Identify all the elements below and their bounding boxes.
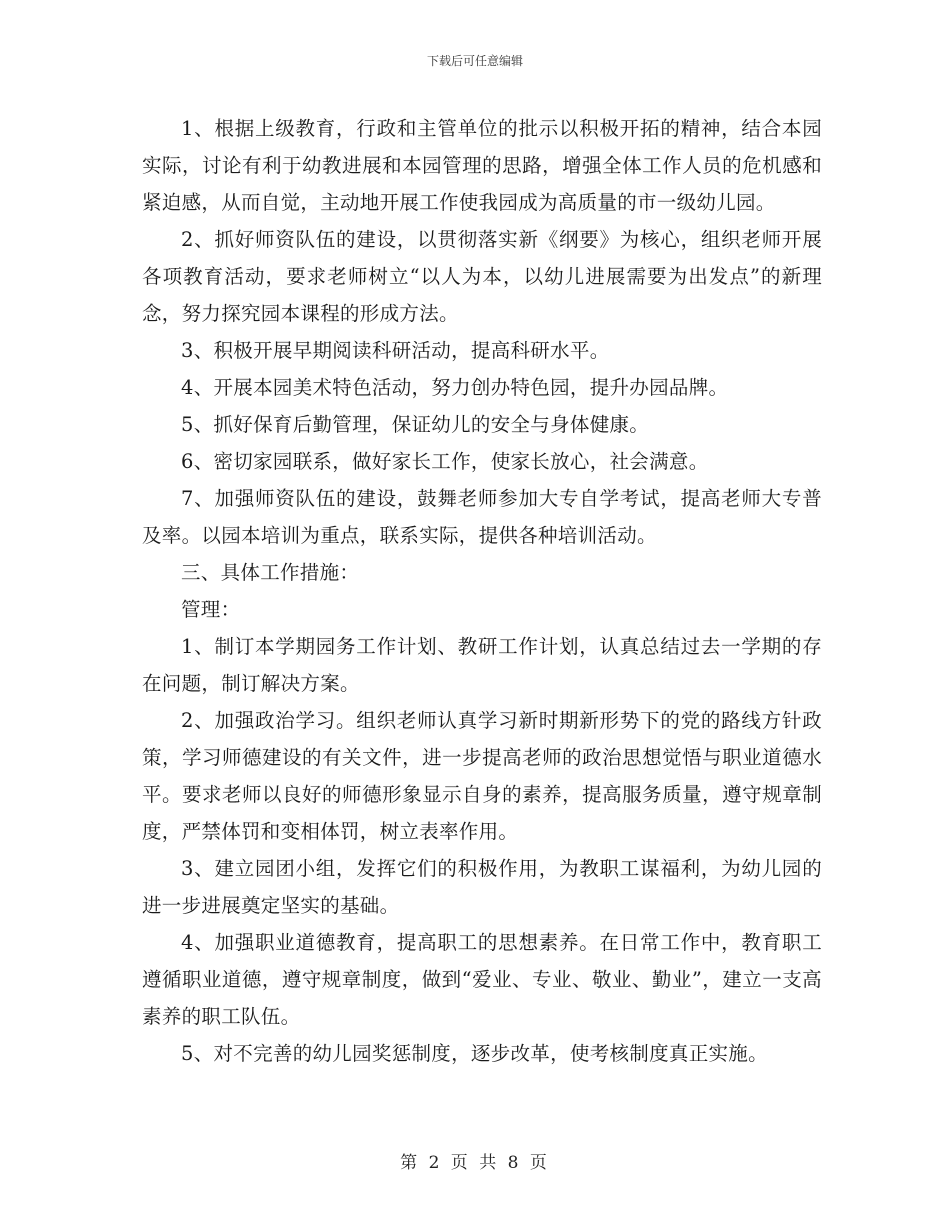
paragraph-mgmt-2: 2、加强政治学习。组织老师认真学习新时期新形势下的党的路线方针政策，学习师德建设的有关文件，进一步提高老师的政治思想觉悟与职业道德水平。要求老师以良好的师德形象显示自身的素养，提高服务质量，遵守规章制度，严禁体罚和变相体罚，树立表率作用。	[142, 709, 822, 843]
subheading-management: 管理：	[181, 598, 241, 621]
paragraph-6: 6、密切家园联系，做好家长工作，使家长放心，社会满意。	[181, 450, 709, 473]
section-heading-measures: 三、具体工作措施：	[181, 561, 360, 584]
paragraph-2: 2、抓好师资队伍的建设，以贯彻落实新《纲要》为核心，组织老师开展各项教育活动，要求老师树立“以人为本，以幼儿进展需要为出发点”的新理念，努力探究园本课程的形成方法。	[142, 228, 822, 325]
paragraph-3: 3、积极开展早期阅读科研活动，提高科研水平。	[181, 339, 610, 362]
paragraph-mgmt-4: 4、加强职业道德教育，提高职工的思想素养。在日常工作中，教育职工遵循职业道德，遵守规章制度，做到“爱业、专业、敬业、勤业”，建立一支高素养的职工队伍。	[142, 931, 822, 1028]
page-header: 下载后可任意编辑	[426, 54, 523, 68]
paragraph-7: 7、加强师资队伍的建设，鼓舞老师参加大专自学考试，提高老师大专普及率。以园本培训为重点，联系实际，提供各种培训活动。	[142, 487, 822, 547]
paragraph-5: 5、抓好保育后勤管理，保证幼儿的安全与身体健康。	[181, 413, 650, 436]
paragraph-mgmt-1: 1、制订本学期园务工作计划、教研工作计划，认真总结过去一学期的存在问题，制订解决方案。	[142, 635, 822, 695]
document-body	[142, 110, 822, 1072]
paragraph-4: 4、开展本园美术特色活动，努力创办特色园，提升办园品牌。	[181, 376, 729, 399]
page-footer: 第 2 页 共 8 页	[400, 1153, 550, 1173]
paragraph-mgmt-5: 5、对不完善的幼儿园奖惩制度，逐步改革，使考核制度真正实施。	[181, 1042, 768, 1065]
paragraph-mgmt-3: 3、建立园团小组，发挥它们的积极作用，为教职工谋福利，为幼儿园的进一步进展奠定坚实的基础。	[142, 857, 822, 917]
paragraph-1: 1、根据上级教育，行政和主管单位的批示以积极开拓的精神，结合本园实际，讨论有利于幼教进展和本园管理的思路，增强全体工作人员的危机感和紧迫感，从而自觉，主动地开展工作使我园成为高质量的市一级幼儿园。	[142, 117, 822, 214]
